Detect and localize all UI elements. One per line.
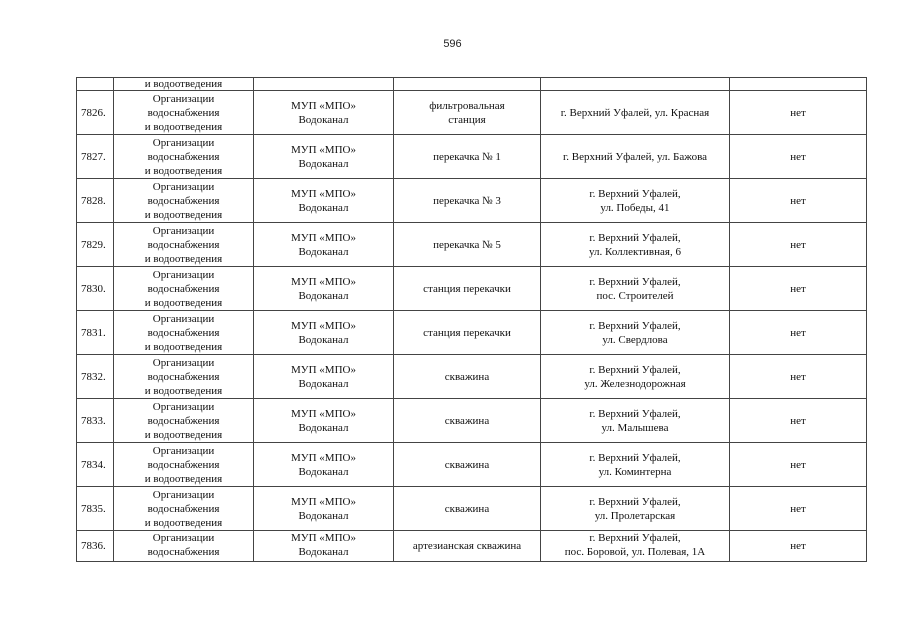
cell-num: 7834. [77,443,114,487]
cell-value: нет [730,267,867,311]
table-row [77,223,867,267]
registry-table [76,77,867,562]
table-body [77,78,867,562]
cell-address: г. Верхний Уфалей, ул. Железнодорожная [541,355,730,399]
cell-company: МУП «МПО» Водоканал [254,399,394,443]
table-row [77,399,867,443]
cell-org: Организации водоснабжения и водоотведения [114,443,254,487]
cell-company: МУП «МПО» Водоканал [254,487,394,531]
cell-value: нет [730,91,867,135]
cell-company: МУП «МПО» Водоканал [254,179,394,223]
cell-address: г. Верхний Уфалей, ул. Малышева [541,399,730,443]
cell-value: нет [730,355,867,399]
cell-object: станция перекачки [394,311,541,355]
cell-num: 7828. [77,179,114,223]
cell-org: Организации водоснабжения и водоотведения [114,355,254,399]
cell-company [254,78,394,91]
cell-address: г. Верхний Уфалей, ул. Свердлова [541,311,730,355]
cell-object [394,78,541,91]
cell-value: нет [730,223,867,267]
table-row [77,355,867,399]
table-row [77,179,867,223]
table-row [77,311,867,355]
cell-org: Организации водоснабжения и водоотведения [114,135,254,179]
cell-company: МУП «МПО» Водоканал [254,91,394,135]
cell-value: нет [730,443,867,487]
cell-address: г. Верхний Уфалей, ул. Бажова [541,135,730,179]
cell-object: перекачка № 1 [394,135,541,179]
table-row [77,91,867,135]
cell-object: фильтровальная станция [394,91,541,135]
cell-org: Организации водоснабжения и водоотведения [114,223,254,267]
cell-value: нет [730,179,867,223]
cell-org: Организации водоснабжения и водоотведения [114,267,254,311]
table-row [77,487,867,531]
cell-object: станция перекачки [394,267,541,311]
cell-org: Организации водоснабжения и водоотведения [114,179,254,223]
cell-object: перекачка № 5 [394,223,541,267]
page-number: 596 [443,38,462,50]
cell-address [541,78,730,91]
cell-address: г. Верхний Уфалей, ул. Победы, 41 [541,179,730,223]
table-row [77,135,867,179]
table-row [77,531,867,562]
cell-value [730,78,867,91]
cell-company: МУП «МПО» Водоканал [254,311,394,355]
cell-num: 7833. [77,399,114,443]
cell-org: Организации водоснабжения и водоотведения [114,91,254,135]
cell-num [77,78,114,91]
cell-object: артезианская скважина [394,531,541,562]
cell-object: скважина [394,487,541,531]
cell-company: МУП «МПО» Водоканал [254,355,394,399]
cell-num: 7827. [77,135,114,179]
cell-object: скважина [394,355,541,399]
cell-org: Организации водоснабжения [114,531,254,562]
cell-address: г. Верхний Уфалей, ул. Коллективная, 6 [541,223,730,267]
cell-org: Организации водоснабжения и водоотведения [114,311,254,355]
cell-object: скважина [394,399,541,443]
cell-org: Организации водоснабжения и водоотведения [114,399,254,443]
cell-address: г. Верхний Уфалей, ул. Коминтерна [541,443,730,487]
cell-value: нет [730,531,867,562]
cell-company: МУП «МПО» Водоканал [254,267,394,311]
cell-value: нет [730,399,867,443]
cell-address: г. Верхний Уфалей, пос. Боровой, ул. Полевая, 1А [541,531,730,562]
cell-object: перекачка № 3 [394,179,541,223]
cell-org: Организации водоснабжения и водоотведения [114,487,254,531]
cell-value: нет [730,487,867,531]
cell-company: МУП «МПО» Водоканал [254,531,394,562]
cell-num: 7830. [77,267,114,311]
cell-address: г. Верхний Уфалей, ул. Красная [541,91,730,135]
table-row [77,267,867,311]
cell-num: 7826. [77,91,114,135]
cell-value: нет [730,135,867,179]
cell-num: 7835. [77,487,114,531]
cell-company: МУП «МПО» Водоканал [254,135,394,179]
table-row [77,443,867,487]
cell-object: скважина [394,443,541,487]
cell-org: и водоотведения [114,78,254,91]
cell-address: г. Верхний Уфалей, пос. Строителей [541,267,730,311]
table-row-continuation [77,78,867,91]
cell-num: 7831. [77,311,114,355]
cell-num: 7829. [77,223,114,267]
cell-company: МУП «МПО» Водоканал [254,223,394,267]
cell-num: 7832. [77,355,114,399]
cell-company: МУП «МПО» Водоканал [254,443,394,487]
cell-address: г. Верхний Уфалей, ул. Пролетарская [541,487,730,531]
cell-value: нет [730,311,867,355]
cell-num: 7836. [77,531,114,562]
